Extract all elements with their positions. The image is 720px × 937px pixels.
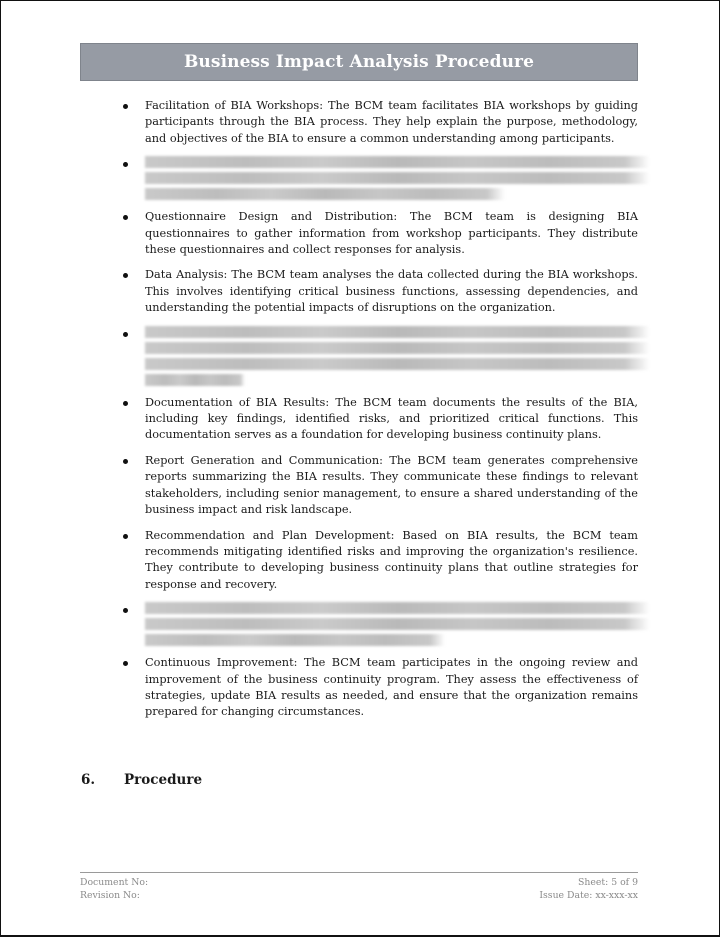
list-item-text: Report Generation and Communication: The BCM team generates comprehensive reports summarizing the BIA results. They communicate these findings to relevant stakeholders, including senior management, to ensure a shared understanding of the business impact and risk landscape. xyxy=(145,453,638,517)
redacted-line xyxy=(145,374,245,386)
redacted-line xyxy=(145,156,650,168)
redacted-line xyxy=(145,634,445,646)
bullet-icon xyxy=(123,534,128,539)
list-item-report-generation xyxy=(120,453,638,519)
redacted-line xyxy=(145,342,650,354)
bullet-icon xyxy=(123,332,128,337)
list-item-recommendation xyxy=(120,528,638,594)
bullet-icon xyxy=(123,273,128,278)
revision-no-label: Revision No: xyxy=(80,890,140,901)
list-item-documentation xyxy=(120,395,638,444)
redacted-list-item xyxy=(120,326,638,386)
page-title: Business Impact Analysis Procedure xyxy=(183,52,535,72)
redacted-line xyxy=(145,602,650,614)
list-item-text: Data Analysis: The BCM team analyses the data collected during the BIA workshops. This involves identifying critical business functions, assessing dependencies, and understanding the potential impacts of disruptions on the organization. xyxy=(145,268,638,315)
footer-row-1 xyxy=(80,876,638,889)
bullet-icon xyxy=(123,608,128,613)
redacted-list-item xyxy=(120,602,638,646)
list-item-facilitation xyxy=(120,98,638,147)
bullet-icon xyxy=(123,162,128,167)
bullet-icon xyxy=(123,661,128,666)
list-item-data-analysis xyxy=(120,267,638,316)
redacted-line xyxy=(145,172,650,184)
document-no-label: Document No: xyxy=(80,877,149,888)
issue-date: Issue Date: xx-xxx-xx xyxy=(539,890,638,901)
section-heading xyxy=(81,772,202,788)
redacted-line xyxy=(145,358,650,370)
redacted-line xyxy=(145,188,505,200)
bullet-icon xyxy=(123,104,128,109)
redacted-line xyxy=(145,618,650,630)
list-item-text: Questionnaire Design and Distribution: The BCM team is designing BIA questionnaires to gather information from workshop participants. They distribute these questionnaires and collect responses for analysis. xyxy=(145,210,638,257)
list-item-text: Documentation of BIA Results: The BCM team documents the results of the BIA, including key findings, identified risks, and prioritized critical functions. This documentation serves as a foundation for developing business continuity plans. xyxy=(145,395,638,442)
redacted-line xyxy=(145,326,650,338)
bullet-list xyxy=(120,98,638,730)
page-footer xyxy=(80,872,638,902)
redacted-list-item xyxy=(120,156,638,200)
list-item-questionnaire xyxy=(120,209,638,258)
bullet-icon xyxy=(123,459,128,464)
section-number: 6. xyxy=(81,772,96,788)
bullet-icon xyxy=(123,401,128,406)
list-item-text: Continuous Improvement: The BCM team participates in the ongoing review and improvement of the business continuity program. They assess the effectiveness of strategies, update BIA results as needed, and ensure that the organization remains prepared for changing circumstances. xyxy=(145,656,638,719)
list-item-continuous-improvement xyxy=(120,655,638,721)
sheet-number: Sheet: 5 of 9 xyxy=(578,877,638,888)
section-title: Procedure xyxy=(124,772,203,788)
footer-row-2 xyxy=(80,889,638,902)
list-item-text: Recommendation and Plan Development: Based on BIA results, the BCM team recommends mitigating identified risks and improving the organization's resilience. They contribute to developing business continuity plans that outline strategies for response and recovery. xyxy=(145,528,638,591)
header-banner xyxy=(80,43,638,81)
bullet-icon xyxy=(123,215,128,220)
list-item-text: Facilitation of BIA Workshops: The BCM team facilitates BIA workshops by guiding participants through the BIA process. They help explain the purpose, methodology, and objectives of the BIA to ensure a common understanding among participants. xyxy=(145,99,638,145)
